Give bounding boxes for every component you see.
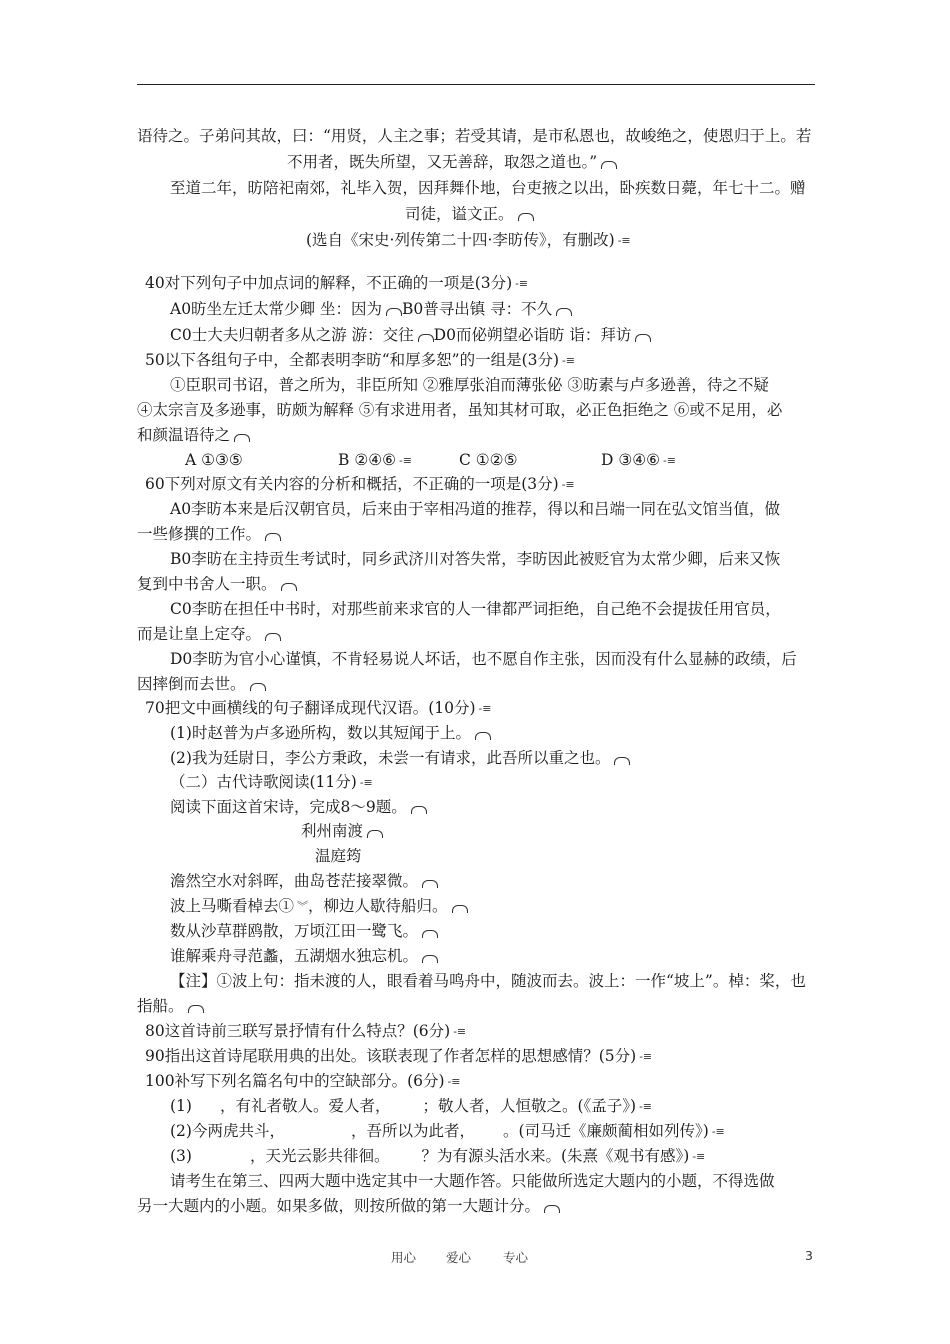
paragraph-mark-icon: [411, 806, 427, 814]
poem-verse: 谁解乘舟寻范蠡，五湖烟水独忘机。: [170, 945, 438, 967]
paragraph-mark-icon: [265, 633, 281, 641]
passage-source: (选自《宋史·列传第二十四·李昉传》，有删改) -≡: [306, 229, 631, 252]
paragraph-mark-icon: [422, 955, 438, 963]
instruction-line: 另一大题内的小题。如果多做，则按所做的第一大题计分。: [137, 1195, 560, 1217]
line-break-icon: -≡: [453, 1025, 467, 1038]
line-break-icon: -≡: [399, 454, 412, 467]
question-5-stem: 50以下各组句子中，全都表明李昉“和厚多恕”的一组是(3分) -≡: [145, 349, 575, 372]
section-heading: （二）古代诗歌阅读(11分) -≡: [170, 771, 373, 794]
question-6-line: 而是让皇上定夺。: [137, 623, 281, 645]
page-number: 3: [805, 1248, 813, 1263]
line-break-icon: -≡: [639, 1100, 653, 1113]
paragraph-mark-icon: [422, 930, 438, 938]
question-5-option-c: C ①②⑤: [459, 451, 518, 469]
question-5-option-a: A ①③⑤: [185, 451, 243, 469]
paragraph-mark-icon: [422, 880, 438, 888]
passage-line: 至道二年，昉陪祀南郊，礼毕入贺，因拜舞仆地，台吏掖之以出，卧疾数日薨，年七十二。赠: [170, 179, 806, 197]
question-4-options: A0昉坐左迁太常少卿 坐：因为 B0普寻出镇 寻：不久: [170, 298, 572, 320]
paragraph-mark-icon: [265, 533, 281, 541]
footer-motto-2: 爱心: [446, 1250, 472, 1265]
paragraph-mark-icon: [614, 757, 630, 765]
line-break-icon: -≡: [359, 776, 373, 789]
passage-line: 语待之。子弟问其故，曰：“用贤，人主之事；若受其请，是市私恩也，故峻绝之，使恩归于上。若: [137, 127, 812, 145]
question-7-sentence: (1)时赵普为卢多逊所构，数以其短闻于上。: [170, 722, 491, 744]
paragraph-mark-icon: [475, 732, 491, 740]
line-break-icon: -≡: [562, 354, 575, 367]
question-5-option-b: B ②④⑥ -≡: [338, 449, 412, 472]
line-break-icon: -≡: [663, 454, 676, 467]
footer-motto-1: 用心: [391, 1250, 417, 1265]
paragraph-mark-icon: [452, 905, 468, 913]
question-6-line: B0李昉在主持贡生考试时，同乡武济川对答失常，李昉因此被贬官为太常少卿，后来又恢: [170, 550, 781, 568]
question-10-item: (1) ，有礼者敬人。爱人者， ；敬人者，人恒敬之。(《孟子》) -≡: [170, 1095, 652, 1118]
question-6-line: A0李昉本来是后汉朝官员，后来由于宰相冯道的推荐，得以和吕端一同在弘文馆当值，做: [170, 500, 781, 518]
question-4-options: C0士大夫归朝者多从之游 游：交往 D0而佖朔望必诣昉 诣：拜访: [170, 324, 651, 346]
question-5-line: ①臣职司书诏，普之所为，非臣所知 ②雅厚张洎而薄张佖 ③昉素与卢多逊善，待之不疑: [170, 376, 769, 394]
poem-note: 【注】①波上句：指未渡的人，眼看着马鸣舟中，随波而去。波上：一作“坡上”。棹：桨，也: [170, 972, 806, 990]
paragraph-mark-icon: [544, 1205, 560, 1213]
paragraph-mark-icon: [556, 308, 572, 316]
question-5-line: ④太宗言及多逊事，昉颇为解释 ⑤有求进用者，虽知其材可取，必正色拒绝之 ⑥或不足用，必: [137, 401, 783, 419]
question-10-item: (2)今两虎共斗， ，吾所以为此者， 。(司马迁《廉颇蔺相如列传》) -≡: [170, 1120, 725, 1143]
question-6-line: C0李昉在担任中书时，对那些前来求官的人一律都严词拒绝，自己绝不会提拔任用官员，: [170, 600, 781, 618]
instruction-line: 请考生在第三、四两大题中选定其中一大题作答。只能做所选定大题内的小题，不得选做: [170, 1172, 775, 1190]
question-5-option-d: D ③④⑥ -≡: [601, 449, 676, 472]
question-10-item: (3) ，天光云影共徘徊。 ？为有源头活水来。(朱熹《观书有感》) -≡: [170, 1145, 705, 1168]
question-8-stem: 80这首诗前三联写景抒情有什么特点？(6分) -≡: [145, 1020, 466, 1043]
line-break-icon: -≡: [515, 277, 529, 290]
line-break-icon: -≡: [692, 1150, 706, 1163]
paragraph-mark-icon: [418, 334, 434, 342]
question-6-stem: 60下列对原文有关内容的分析和概括，不正确的一项是(3分) -≡: [145, 473, 575, 496]
footnote-mark-icon: ︾: [297, 900, 309, 913]
question-6-line: D0李昉为官小心谨慎，不肯轻易说人坏话，也不愿自作主张，因而没有什么显赫的政绩，后: [170, 650, 797, 668]
poem-verse: 澹然空水对斜晖，曲岛苍茫接翠微。: [170, 870, 438, 892]
paragraph-mark-icon: [367, 830, 383, 838]
question-10-stem: 100补写下列名篇名句中的空缺部分。(6分) -≡: [145, 1070, 460, 1093]
line-break-icon: -≡: [561, 478, 575, 491]
footer-motto-3: 专心: [503, 1250, 529, 1265]
line-break-icon: -≡: [639, 1050, 653, 1063]
question-5-line: 和颜温语待之: [137, 424, 250, 446]
poem-verse: 波上马嘶看棹去① ︾，柳边人歇待船归。: [170, 895, 468, 918]
question-9-stem: 90指出这首诗尾联用典的出处。该联表现了作者怎样的思想感情？(5分) -≡: [145, 1045, 652, 1068]
paragraph-mark-icon: [188, 1005, 204, 1013]
question-6-line: 复到中书舍人一职。: [137, 573, 297, 595]
paragraph-mark-icon: [281, 583, 297, 591]
poem-note: 指船。: [137, 995, 204, 1017]
question-6-line: 因摔倒而去世。: [137, 673, 266, 695]
passage-line: 司徒，谥文正。: [405, 203, 534, 225]
poem-intro: 阅读下面这首宋诗，完成8～9题。: [170, 796, 427, 818]
line-break-icon: -≡: [447, 1075, 461, 1088]
poem-author: 温庭筠: [315, 847, 362, 865]
line-break-icon: -≡: [617, 234, 631, 247]
paragraph-mark-icon: [518, 213, 534, 221]
question-7-sentence: (2)我为廷尉日，李公方秉政，未尝一有请求，此吾所以重之也。: [170, 747, 630, 769]
paragraph-mark-icon: [601, 161, 617, 169]
line-break-icon: -≡: [711, 1125, 725, 1138]
poem-verse: 数从沙草群鸥散，万顷江田一鹭飞。: [170, 920, 438, 942]
paragraph-mark-icon: [250, 683, 266, 691]
line-break-icon: -≡: [478, 702, 492, 715]
question-6-line: 一些修撰的工作。: [137, 523, 281, 545]
paragraph-mark-icon: [234, 434, 250, 442]
passage-line: 不用者，既失所望，又无善辞，取怨之道也。”: [287, 151, 617, 173]
question-7-stem: 70把文中画横线的句子翻译成现代汉语。(10分) -≡: [145, 697, 491, 720]
paragraph-mark-icon: [635, 334, 651, 342]
paragraph-mark-icon: [386, 308, 402, 316]
poem-title: 利州南渡: [301, 820, 383, 842]
header-rule: [137, 84, 815, 85]
question-4-stem: 40对下列句子中加点词的解释，不正确的一项是(3分) -≡: [145, 272, 528, 295]
